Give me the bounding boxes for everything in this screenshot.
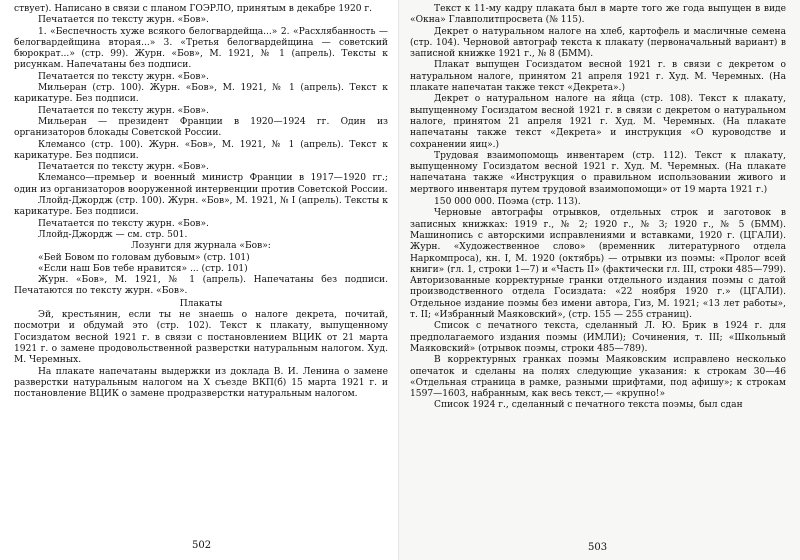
section-heading: Плакаты — [179, 298, 223, 309]
left-page-text — [14, 4, 388, 400]
text-line: «Если наш Бов тебе нравится» ... (стр. 101) — [38, 263, 248, 274]
text-line: Мильеран — президент Франции в 1920—1924 гг. Один из организаторов блокады Советской России. — [14, 116, 388, 139]
text-line: Текст к 11-му кадру плаката был в марте того же года выпущен в виде «Окна» Главполитпросвета (№ 115). — [410, 4, 786, 26]
text-line: Декрет о натуральном налоге на хлеб, картофель и масличные семена (стр. 104). Черновой автограф текста к плакату (первоначальный вариант) в записной книжке 1921 г., № 8 (БММ). — [410, 26, 786, 60]
text-line: Журн. «Бов», М. 1921, № 1 (апрель). Напечатаны без подписи. Печатаются по тексту журн. «Бов». — [14, 275, 388, 297]
text-line: В корректурных гранках поэмы Маяковским исправлено несколько опечаток и сделаны на полях следующие указания: к строкам 30—46 «Отдельная страница в рамке, разными шрифтами, под афишу»; к строкам 1597—1603, набранным, как весь текст,— «крупно!» — [410, 355, 786, 400]
text-line: Эй, крестьянин, если ты не знаешь о налоге декрета, почитай, посмотри и обдумай это (стр. 102). Текст к плакату, выпущенному Госиздатом весной 1921 г. в связи с постановлением ВЦИК от 21 марта 1921 г. о замене продовольственной разверстки натуральным налогом. Худ. М. Черемных. — [14, 310, 388, 366]
text-line: Список с печатного текста, сделанный Л. Ю. Брик в 1924 г. для предполагаемого издания поэмы (ИМЛИ); Сочинения, т. III; «Школьный Маяковский» (отрывок поэмы, строки 485—789). — [410, 321, 786, 354]
text-line: Печатается по тексту журн. «Бов». — [38, 15, 209, 26]
text-line: Печатается по тексту журн. «Бов». — [38, 162, 209, 173]
page-number: 502 — [192, 540, 212, 551]
text-line: Печатается по тексту журн. «Бов». — [38, 105, 209, 116]
text-line: 150 000 000. Поэма (стр. 113). — [434, 197, 581, 208]
text-line: Декрет о натуральном налоге на яйца (стр. 108). Текст к плакату, выпущенному Госиздатом весной 1921 г. в связи с декретом о натуральном налоге, принятом 21 апреля 1921 г. Худ. М. Черемных. (На плакате напечатаны также текст «Декрета» и инструкция «О куроводстве и сохранении яиц».) — [410, 94, 786, 150]
text-line: Клемансо (стр. 100). Журн. «Бов», М. 1921, № 1 (апрель). Текст к карикатуре. Без подписи. — [14, 139, 388, 161]
text-line: Список 1924 г., сделанный с печатного текста поэмы, был сдан — [434, 400, 743, 411]
text-line: 1. «Беспечность хуже всякого белогвардейща...» 2. «Расхлябанность — белогвардейщина вторая...» 3. «Третья белогвардейщина — советский бюрократ...» (стр. 99). Журн. «Бов», М. 1921, № 1 (апрель). Тексты к рисункам. Напечатаны без подписи. — [14, 26, 388, 71]
text-line: Мильеран (стр. 100). Журн. «Бов», М. 1921, № 1 (апрель). Текст к карикатуре. Без подписи. — [14, 83, 388, 105]
text-line: Печатается по тексту журн. «Бов». — [38, 71, 209, 82]
text-line: Клемансо—премьер и военный министр Франции в 1917—1920 гг.; один из организаторов вооруженной интервенции против Советской России. — [14, 173, 388, 195]
right-page-text — [410, 4, 786, 412]
text-line: Печатается по тексту журн. «Бов». — [38, 218, 209, 229]
page-number: 503 — [588, 542, 608, 553]
section-subheading: Лозунги для журнала «Бов»: — [131, 241, 271, 252]
text-line: ствует). Написано в связи с планом ГОЭРЛО, принятым в декабре 1920 г. — [14, 4, 373, 14]
text-line: Плакат выпущен Госиздатом весной 1921 г. в связи с декретом о натуральном налоге, принятом 21 апреля 1921 г. Худ. М. Черемных. (На плакате напечатан также текст «Декрета».) — [410, 60, 786, 94]
text-line: На плакате напечатаны выдержки из доклада В. И. Ленина о замене разверстки натуральным налогом на X съезде ВКП(б) 15 марта 1921 г. и постановление ВЦИК о замене продразверстки натуральным налогом. — [14, 366, 388, 400]
text-line: Ллойд-Джордж — см. стр. 501. — [38, 229, 188, 240]
text-line: Ллойд-Джордж (стр. 100). Журн. «Бов», М. 1921, № I (апрель). Тексты к карикатуре. Без подписи. — [14, 196, 388, 218]
text-line: «Бей Бовом по головам дубовым» (стр. 101) — [38, 252, 250, 263]
text-line: Трудовая взаимопомощь инвентарем (стр. 112). Текст к плакату, выпущенному Госиздатом весной 1921 г. Худ. М. Черемных. (На плакате напечатана также «Инструкция о правильном использовании живого и мертвого инвентаря путем трудовой взаимопомощи» от 19 марта 1921 г.) — [410, 150, 786, 195]
text-line: Черновые автографы отрывков, отдельных строк и заготовок в записных книжках: 1919 г., № 2; 1920 г., № 3; 1920 г., № 5 (БММ). Машинопись с авторскими исправлениями и вставками, 1920 г. (ЦГАЛИ). Журн. «Художественное слово» (временник литературного отдела Наркомпроса), кн. I, М. 1920 (октябрь) — отрывки из поэмы: «Пролог всей книги» (гл. 1, строки 1—7) и «Часть II» (фактически гл. III, строки 485—799). Авторизованные корректурные гранки отдельного издания поэмы с датой производственного отдела Госиздата: «22 ноября 1920 г.» (ЦГАЛИ). Отдельное издание поэмы без имени автора, Гиз, М. 1921; «13 лет работы», т. II; «Избранный Маяковский», (стр. 155 — 255 страниц). — [410, 208, 786, 321]
right-page — [400, 0, 800, 560]
